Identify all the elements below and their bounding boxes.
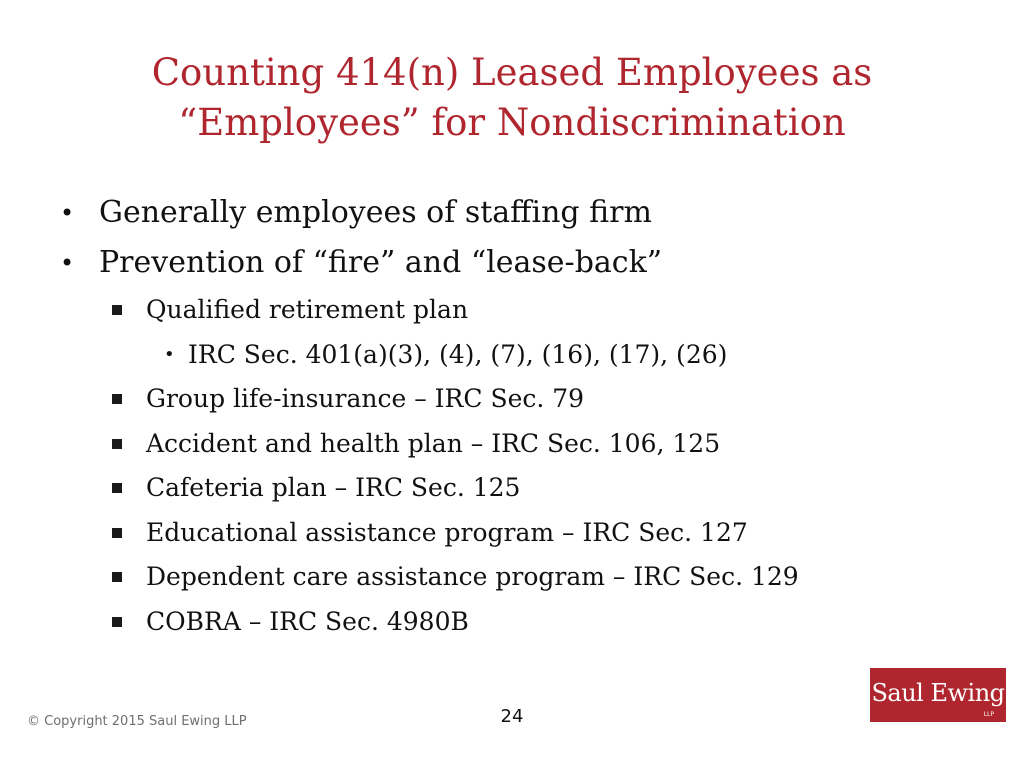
bullet-dot-icon: • — [60, 199, 75, 227]
sub-bullet-text: Qualified retirement plan — [146, 295, 469, 324]
square-bullet-icon — [112, 617, 122, 627]
bullet-item — [60, 238, 980, 288]
slide-title — [40, 48, 984, 148]
bullet-text: Prevention of “fire” and “lease-back” — [99, 245, 663, 280]
square-bullet-icon — [112, 483, 122, 493]
sub-bullet-item — [60, 377, 980, 422]
square-bullet-icon — [112, 394, 122, 404]
sub-bullet-item — [60, 466, 980, 511]
sub-bullet-text: Accident and health plan – IRC Sec. 106, 125 — [146, 428, 721, 458]
square-bullet-icon — [112, 572, 122, 582]
square-bullet-icon — [112, 305, 122, 315]
logo-llp-mark: LLP — [983, 711, 994, 718]
page-number: 24 — [500, 706, 524, 727]
slide-title-line-1: Counting 414(n) Leased Employees as — [151, 51, 873, 94]
square-bullet-icon — [112, 439, 122, 449]
sub-bullet-text: Group life-insurance – IRC Sec. 79 — [146, 384, 585, 413]
sub-sub-bullet-item — [60, 333, 980, 378]
sub-bullet-item — [60, 555, 980, 600]
logo-wordmark: Saul Ewing — [871, 679, 1005, 707]
saul-ewing-logo — [870, 668, 1006, 722]
sub-bullet-item — [60, 422, 980, 467]
sub-bullet-text: COBRA – IRC Sec. 4980B — [146, 606, 469, 636]
sub-bullet-text: Educational assistance program – IRC Sec. 127 — [146, 517, 748, 547]
sub-bullet-item — [60, 511, 980, 556]
sub-bullet-item — [60, 288, 980, 333]
small-bullet-dot-icon: • — [164, 343, 175, 365]
square-bullet-icon — [112, 528, 122, 538]
sub-sub-bullet-text: IRC Sec. 401(a)(3), (4), (7), (16), (17), (26) — [188, 339, 728, 369]
bullet-item — [60, 188, 980, 238]
bullet-text: Generally employees of staffing firm — [99, 195, 652, 230]
sub-bullet-text: Cafeteria plan – IRC Sec. 125 — [146, 473, 521, 502]
bullet-list — [60, 188, 980, 644]
bullet-dot-icon: • — [60, 249, 75, 277]
slide-title-line-2: “Employees” for Nondiscrimination — [178, 101, 846, 144]
copyright-notice: © Copyright 2015 Saul Ewing LLP — [27, 714, 247, 729]
sub-bullet-text: Dependent care assistance program – IRC Sec. 129 — [146, 562, 799, 591]
sub-bullet-item — [60, 600, 980, 645]
